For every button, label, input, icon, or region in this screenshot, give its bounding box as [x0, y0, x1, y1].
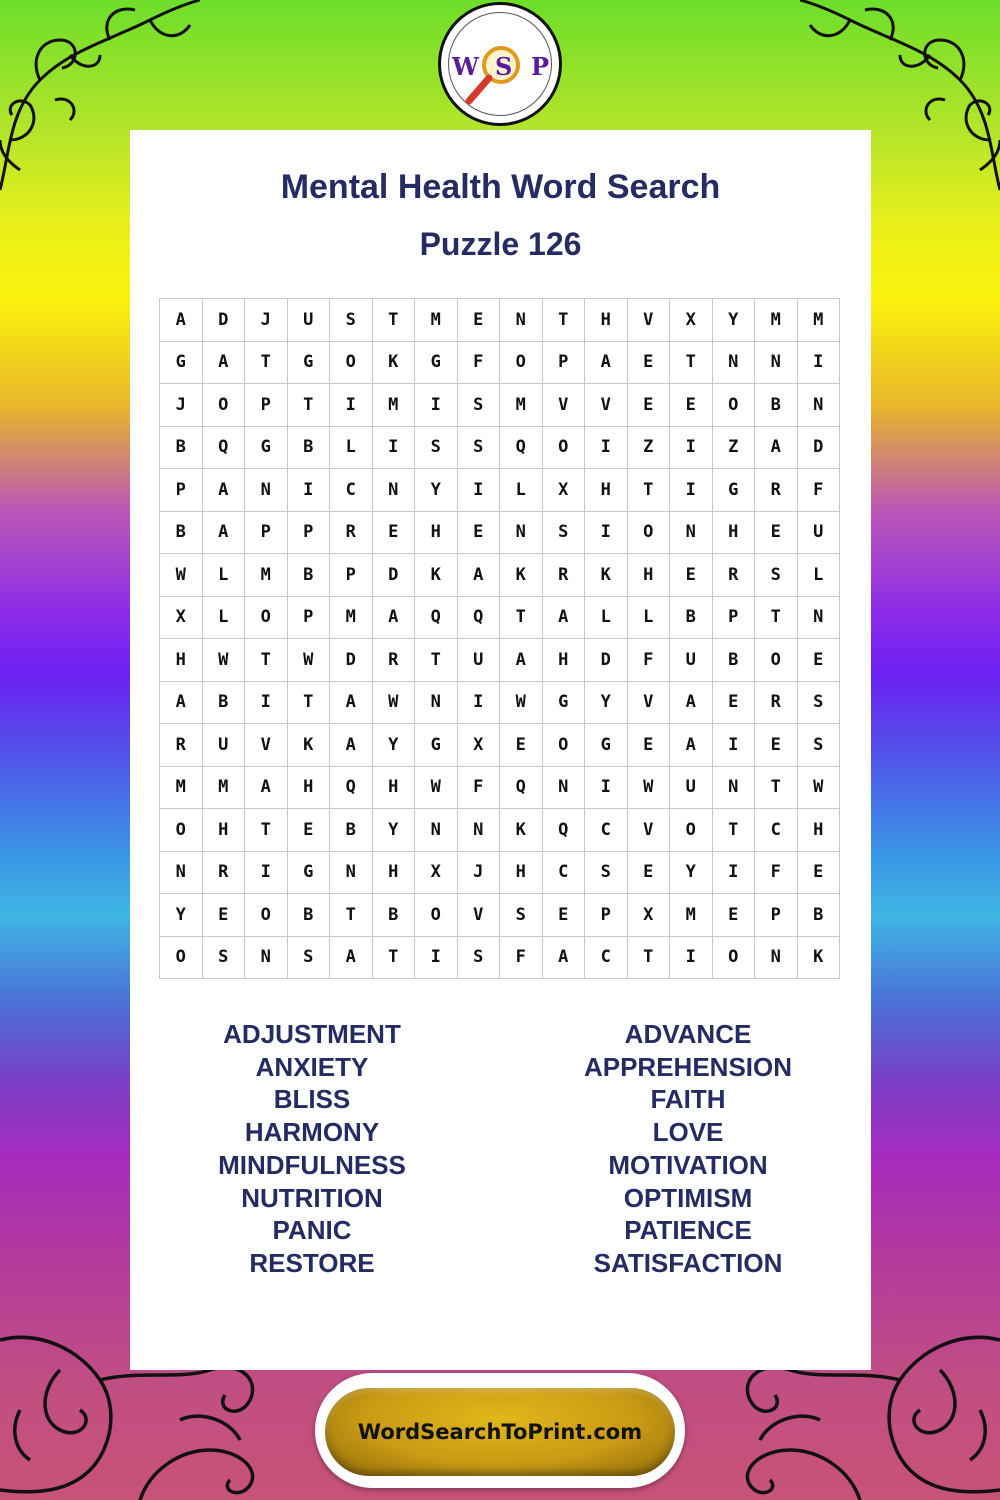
grid-cell[interactable]: M — [160, 767, 203, 810]
grid-cell[interactable]: T — [415, 639, 458, 682]
grid-cell[interactable]: W — [628, 767, 671, 810]
grid-cell[interactable]: S — [415, 427, 458, 470]
grid-cell[interactable]: A — [373, 597, 416, 640]
wsp-logo — [438, 2, 562, 126]
word-list-item: SATISFACTION — [593, 1247, 783, 1278]
grid-cell[interactable]: A — [543, 937, 586, 980]
grid-cell[interactable]: T — [373, 299, 416, 342]
grid-cell[interactable]: I — [330, 384, 373, 427]
grid-cell[interactable]: T — [373, 937, 416, 980]
grid-cell[interactable]: Q — [415, 597, 458, 640]
grid-cell[interactable]: N — [798, 597, 841, 640]
grid-cell[interactable]: I — [458, 469, 501, 512]
grid-cell[interactable]: V — [628, 809, 671, 852]
grid-cell[interactable]: A — [585, 342, 628, 385]
grid-cell[interactable]: O — [160, 809, 203, 852]
grid-cell[interactable]: H — [713, 512, 756, 555]
grid-cell[interactable]: B — [160, 512, 203, 555]
grid-cell[interactable]: B — [713, 639, 756, 682]
grid-cell[interactable]: S — [203, 937, 246, 980]
grid-cell[interactable]: E — [628, 342, 671, 385]
grid-cell[interactable]: E — [288, 809, 331, 852]
grid-cell[interactable]: Y — [713, 299, 756, 342]
grid-cell[interactable]: N — [245, 937, 288, 980]
grid-cell[interactable]: H — [543, 639, 586, 682]
grid-cell[interactable]: V — [628, 299, 671, 342]
word-list-item: LOVE — [652, 1117, 724, 1148]
grid-cell[interactable]: Y — [373, 724, 416, 767]
grid-cell[interactable]: T — [245, 639, 288, 682]
grid-cell[interactable]: H — [500, 852, 543, 895]
grid-cell[interactable]: M — [373, 384, 416, 427]
grid-cell[interactable]: N — [543, 767, 586, 810]
grid-cell[interactable]: A — [203, 512, 246, 555]
grid-cell[interactable]: V — [458, 894, 501, 937]
grid-cell[interactable]: D — [585, 639, 628, 682]
grid-cell[interactable]: H — [415, 512, 458, 555]
grid-cell[interactable]: R — [713, 554, 756, 597]
grid-cell[interactable]: H — [160, 639, 203, 682]
grid-cell[interactable]: P — [330, 554, 373, 597]
grid-cell[interactable]: E — [798, 852, 841, 895]
grid-cell[interactable]: K — [500, 809, 543, 852]
grid-cell[interactable]: I — [373, 427, 416, 470]
grid-cell[interactable]: F — [458, 767, 501, 810]
word-list-right — [548, 1018, 828, 1280]
grid-cell[interactable]: C — [755, 809, 798, 852]
grid-cell[interactable]: D — [798, 427, 841, 470]
grid-cell[interactable]: A — [458, 554, 501, 597]
grid-cell[interactable]: P — [160, 469, 203, 512]
grid-cell[interactable]: S — [798, 724, 841, 767]
grid-cell[interactable]: E — [713, 894, 756, 937]
grid-cell[interactable]: L — [330, 427, 373, 470]
puzzle-number: Puzzle 126 — [419, 226, 582, 262]
page-title: Mental Health Word Search — [280, 168, 721, 206]
word-list-item: ADJUSTMENT — [223, 1019, 401, 1049]
grid-cell[interactable]: O — [543, 427, 586, 470]
grid-cell[interactable]: E — [755, 512, 798, 555]
grid-cell[interactable]: T — [288, 682, 331, 725]
grid-cell[interactable]: R — [755, 469, 798, 512]
grid-cell[interactable]: G — [160, 342, 203, 385]
grid-cell[interactable]: Y — [373, 809, 416, 852]
grid-cell[interactable]: T — [245, 342, 288, 385]
grid-cell[interactable]: M — [245, 554, 288, 597]
grid-cell[interactable]: O — [628, 512, 671, 555]
grid-cell[interactable]: V — [585, 384, 628, 427]
grid-cell[interactable]: N — [160, 852, 203, 895]
grid-cell[interactable]: Y — [415, 469, 458, 512]
grid-cell[interactable]: E — [500, 724, 543, 767]
grid-cell[interactable]: E — [543, 894, 586, 937]
grid-cell[interactable]: M — [415, 299, 458, 342]
grid-cell[interactable]: Y — [585, 682, 628, 725]
grid-cell[interactable]: O — [203, 384, 246, 427]
grid-cell[interactable]: S — [458, 937, 501, 980]
grid-cell[interactable]: G — [543, 682, 586, 725]
grid-cell[interactable]: S — [330, 299, 373, 342]
grid-cell[interactable]: N — [798, 384, 841, 427]
grid-cell[interactable]: Q — [500, 427, 543, 470]
grid-cell[interactable]: Q — [458, 597, 501, 640]
grid-cell[interactable]: A — [245, 767, 288, 810]
grid-cell[interactable]: E — [670, 384, 713, 427]
grid-cell[interactable]: D — [330, 639, 373, 682]
grid-cell[interactable]: O — [160, 937, 203, 980]
grid-cell[interactable]: M — [755, 299, 798, 342]
grid-cell[interactable]: N — [755, 937, 798, 980]
grid-cell[interactable]: S — [458, 427, 501, 470]
grid-cell[interactable]: I — [458, 682, 501, 725]
letter-grid — [159, 298, 840, 979]
grid-cell[interactable]: Q — [330, 767, 373, 810]
grid-cell[interactable]: E — [628, 724, 671, 767]
grid-cell[interactable]: V — [245, 724, 288, 767]
word-list-item: BLISS — [273, 1084, 351, 1115]
grid-cell[interactable]: C — [585, 937, 628, 980]
grid-cell[interactable]: W — [373, 682, 416, 725]
grid-cell[interactable]: B — [798, 894, 841, 937]
grid-cell[interactable]: N — [330, 852, 373, 895]
grid-cell[interactable]: Y — [670, 852, 713, 895]
grid-cell[interactable]: R — [203, 852, 246, 895]
grid-cell[interactable]: V — [543, 384, 586, 427]
grid-cell[interactable]: O — [713, 384, 756, 427]
grid-cell[interactable]: N — [755, 342, 798, 385]
grid-cell[interactable]: I — [288, 469, 331, 512]
grid-cell[interactable]: E — [713, 682, 756, 725]
grid-cell[interactable]: A — [330, 937, 373, 980]
grid-cell[interactable]: E — [203, 894, 246, 937]
grid-cell[interactable]: G — [415, 342, 458, 385]
grid-cell[interactable]: V — [628, 682, 671, 725]
grid-cell[interactable]: S — [458, 384, 501, 427]
word-list-item: PATIENCE — [624, 1215, 752, 1246]
grid-cell[interactable]: N — [713, 767, 756, 810]
grid-cell[interactable]: G — [713, 469, 756, 512]
grid-cell[interactable]: T — [500, 597, 543, 640]
grid-cell[interactable]: Q — [203, 427, 246, 470]
grid-cell[interactable]: Y — [160, 894, 203, 937]
grid-cell[interactable]: B — [203, 682, 246, 725]
grid-cell[interactable]: R — [330, 512, 373, 555]
grid-cell[interactable]: Z — [713, 427, 756, 470]
grid-cell[interactable]: N — [458, 809, 501, 852]
grid-cell[interactable]: W — [415, 767, 458, 810]
grid-cell[interactable]: B — [755, 384, 798, 427]
grid-cell[interactable]: A — [203, 342, 246, 385]
grid-cell[interactable]: Q — [500, 767, 543, 810]
grid-cell[interactable]: K — [373, 342, 416, 385]
grid-cell[interactable]: I — [415, 937, 458, 980]
grid-cell[interactable]: H — [373, 767, 416, 810]
grid-cell[interactable]: I — [670, 427, 713, 470]
grid-cell[interactable]: O — [330, 342, 373, 385]
grid-cell[interactable]: K — [415, 554, 458, 597]
word-list-item: HARMONY — [244, 1117, 380, 1148]
grid-cell[interactable]: T — [628, 937, 671, 980]
grid-cell[interactable]: B — [373, 894, 416, 937]
grid-cell[interactable]: F — [628, 639, 671, 682]
grid-cell[interactable]: E — [755, 724, 798, 767]
grid-cell[interactable]: I — [585, 512, 628, 555]
grid-cell[interactable]: E — [373, 512, 416, 555]
grid-cell[interactable]: B — [288, 894, 331, 937]
grid-cell[interactable]: B — [160, 427, 203, 470]
grid-cell[interactable]: L — [203, 597, 246, 640]
footer-badge — [315, 1373, 685, 1488]
grid-cell[interactable]: H — [585, 469, 628, 512]
grid-cell[interactable]: E — [458, 512, 501, 555]
grid-cell[interactable]: I — [245, 682, 288, 725]
grid-cell[interactable]: U — [458, 639, 501, 682]
grid-cell[interactable]: I — [798, 342, 841, 385]
word-list-item: ANXIETY — [255, 1051, 369, 1082]
site-url: WordSearchToPrint.com — [357, 1420, 643, 1444]
grid-cell[interactable]: T — [755, 597, 798, 640]
grid-cell[interactable]: F — [798, 469, 841, 512]
grid-cell[interactable]: W — [798, 767, 841, 810]
grid-cell[interactable]: C — [330, 469, 373, 512]
grid-cell[interactable]: D — [203, 299, 246, 342]
grid-cell[interactable]: H — [373, 852, 416, 895]
grid-cell[interactable]: K — [500, 554, 543, 597]
word-list-left — [172, 1018, 452, 1280]
grid-cell[interactable]: E — [628, 384, 671, 427]
grid-cell[interactable]: M — [330, 597, 373, 640]
grid-cell[interactable]: P — [245, 384, 288, 427]
grid-cell[interactable]: E — [458, 299, 501, 342]
site-link-button[interactable] — [325, 1388, 675, 1476]
grid-cell[interactable]: L — [628, 597, 671, 640]
grid-cell[interactable]: I — [713, 724, 756, 767]
grid-cell[interactable]: A — [330, 682, 373, 725]
grid-cell[interactable]: A — [330, 724, 373, 767]
grid-cell[interactable]: S — [288, 937, 331, 980]
grid-cell[interactable]: A — [670, 724, 713, 767]
grid-cell[interactable]: C — [543, 852, 586, 895]
grid-cell[interactable]: B — [288, 554, 331, 597]
word-list-item: PANIC — [272, 1215, 352, 1246]
grid-cell[interactable]: X — [628, 894, 671, 937]
grid-cell[interactable]: W — [500, 682, 543, 725]
grid-cell[interactable]: M — [670, 894, 713, 937]
grid-cell[interactable]: N — [670, 512, 713, 555]
grid-cell[interactable]: U — [670, 639, 713, 682]
grid-cell[interactable]: I — [585, 427, 628, 470]
puzzle-sheet — [130, 130, 871, 1370]
logo-letter-w: W — [452, 52, 479, 81]
grid-cell[interactable]: H — [628, 554, 671, 597]
grid-cell[interactable]: U — [798, 512, 841, 555]
grid-cell[interactable]: N — [500, 299, 543, 342]
grid-cell[interactable]: G — [585, 724, 628, 767]
grid-cell[interactable]: N — [500, 512, 543, 555]
grid-cell[interactable]: I — [415, 384, 458, 427]
word-list-item: RESTORE — [249, 1247, 375, 1278]
grid-cell[interactable]: A — [160, 682, 203, 725]
grid-cell[interactable]: K — [798, 937, 841, 980]
grid-cell[interactable]: H — [585, 299, 628, 342]
grid-cell[interactable]: H — [203, 809, 246, 852]
grid-cell[interactable]: G — [415, 724, 458, 767]
grid-cell[interactable]: N — [415, 682, 458, 725]
grid-cell[interactable]: T — [330, 894, 373, 937]
grid-cell[interactable]: J — [245, 299, 288, 342]
grid-cell[interactable]: O — [415, 894, 458, 937]
grid-cell[interactable]: N — [415, 809, 458, 852]
grid-cell[interactable]: O — [755, 639, 798, 682]
grid-cell[interactable]: P — [755, 894, 798, 937]
grid-cell[interactable]: N — [373, 469, 416, 512]
grid-cell[interactable]: J — [160, 384, 203, 427]
grid-cell[interactable]: N — [713, 342, 756, 385]
grid-cell[interactable]: X — [415, 852, 458, 895]
word-list-item: NUTRITION — [241, 1182, 383, 1213]
grid-cell[interactable]: I — [713, 852, 756, 895]
grid-cell[interactable]: E — [798, 639, 841, 682]
grid-cell[interactable]: O — [245, 597, 288, 640]
grid-cell[interactable]: A — [160, 299, 203, 342]
grid-cell[interactable]: U — [288, 299, 331, 342]
grid-cell[interactable]: S — [755, 554, 798, 597]
grid-cell[interactable]: T — [755, 767, 798, 810]
grid-cell[interactable]: K — [288, 724, 331, 767]
grid-cell[interactable]: U — [670, 767, 713, 810]
grid-cell[interactable]: W — [288, 639, 331, 682]
grid-cell[interactable]: S — [585, 852, 628, 895]
word-list-item: FAITH — [650, 1084, 726, 1115]
grid-cell[interactable]: S — [798, 682, 841, 725]
grid-cell[interactable]: T — [670, 342, 713, 385]
word-list-item: MINDFULNESS — [218, 1149, 406, 1180]
word-list-item: MOTIVATION — [608, 1149, 768, 1180]
grid-cell[interactable]: B — [670, 597, 713, 640]
grid-cell[interactable]: P — [245, 512, 288, 555]
grid-cell[interactable]: A — [670, 682, 713, 725]
grid-cell[interactable]: E — [628, 852, 671, 895]
grid-cell[interactable]: Q — [543, 809, 586, 852]
grid-cell[interactable]: O — [670, 809, 713, 852]
grid-cell[interactable]: F — [755, 852, 798, 895]
grid-cell[interactable]: G — [245, 427, 288, 470]
grid-cell[interactable]: P — [288, 512, 331, 555]
grid-cell[interactable]: L — [585, 597, 628, 640]
grid-cell[interactable]: C — [585, 809, 628, 852]
grid-cell[interactable]: I — [585, 767, 628, 810]
grid-cell[interactable]: L — [798, 554, 841, 597]
grid-cell[interactable]: B — [330, 809, 373, 852]
grid-cell[interactable]: M — [798, 299, 841, 342]
grid-cell[interactable]: P — [713, 597, 756, 640]
grid-cell[interactable]: W — [203, 639, 246, 682]
grid-cell[interactable]: X — [160, 597, 203, 640]
grid-cell[interactable]: T — [713, 809, 756, 852]
grid-cell[interactable]: Z — [628, 427, 671, 470]
grid-cell[interactable]: J — [458, 852, 501, 895]
grid-cell[interactable]: I — [670, 469, 713, 512]
grid-cell[interactable]: N — [245, 469, 288, 512]
grid-cell[interactable]: H — [798, 809, 841, 852]
grid-cell[interactable]: P — [288, 597, 331, 640]
logo-letter-p: P — [531, 52, 550, 81]
grid-cell[interactable]: I — [670, 937, 713, 980]
grid-cell[interactable]: O — [245, 894, 288, 937]
word-list-item: APPREHENSION — [583, 1051, 793, 1082]
logo-letter-s: S — [495, 52, 513, 81]
grid-cell[interactable]: X — [458, 724, 501, 767]
grid-cell[interactable]: T — [245, 809, 288, 852]
grid-cell[interactable]: R — [373, 639, 416, 682]
grid-cell[interactable]: P — [585, 894, 628, 937]
grid-cell[interactable]: T — [543, 299, 586, 342]
grid-cell[interactable]: S — [500, 894, 543, 937]
grid-cell[interactable]: O — [543, 724, 586, 767]
grid-cell[interactable]: I — [245, 852, 288, 895]
grid-cell[interactable]: H — [288, 767, 331, 810]
grid-cell[interactable]: R — [160, 724, 203, 767]
grid-cell[interactable]: M — [203, 767, 246, 810]
grid-cell[interactable]: R — [543, 554, 586, 597]
grid-cell[interactable]: X — [670, 299, 713, 342]
grid-cell[interactable]: L — [500, 469, 543, 512]
word-list-item: OPTIMISM — [623, 1182, 753, 1213]
grid-cell[interactable]: E — [670, 554, 713, 597]
grid-cell[interactable]: T — [288, 384, 331, 427]
grid-cell[interactable]: O — [500, 342, 543, 385]
word-list-item: ADVANCE — [624, 1019, 752, 1049]
grid-cell[interactable]: S — [543, 512, 586, 555]
grid-cell[interactable]: T — [628, 469, 671, 512]
grid-cell[interactable]: L — [203, 554, 246, 597]
grid-cell[interactable]: A — [203, 469, 246, 512]
grid-cell[interactable]: O — [713, 937, 756, 980]
grid-cell[interactable]: D — [373, 554, 416, 597]
grid-cell[interactable]: M — [500, 384, 543, 427]
grid-cell[interactable]: B — [288, 427, 331, 470]
grid-cell[interactable]: A — [543, 597, 586, 640]
grid-cell[interactable]: A — [500, 639, 543, 682]
grid-cell[interactable]: W — [160, 554, 203, 597]
grid-cell[interactable]: R — [755, 682, 798, 725]
grid-cell[interactable]: G — [288, 342, 331, 385]
grid-cell[interactable]: U — [203, 724, 246, 767]
grid-cell[interactable]: X — [543, 469, 586, 512]
grid-cell[interactable]: A — [755, 427, 798, 470]
grid-cell[interactable]: F — [458, 342, 501, 385]
grid-cell[interactable]: K — [585, 554, 628, 597]
grid-cell[interactable]: G — [288, 852, 331, 895]
grid-cell[interactable]: F — [500, 937, 543, 980]
grid-cell[interactable]: P — [543, 342, 586, 385]
